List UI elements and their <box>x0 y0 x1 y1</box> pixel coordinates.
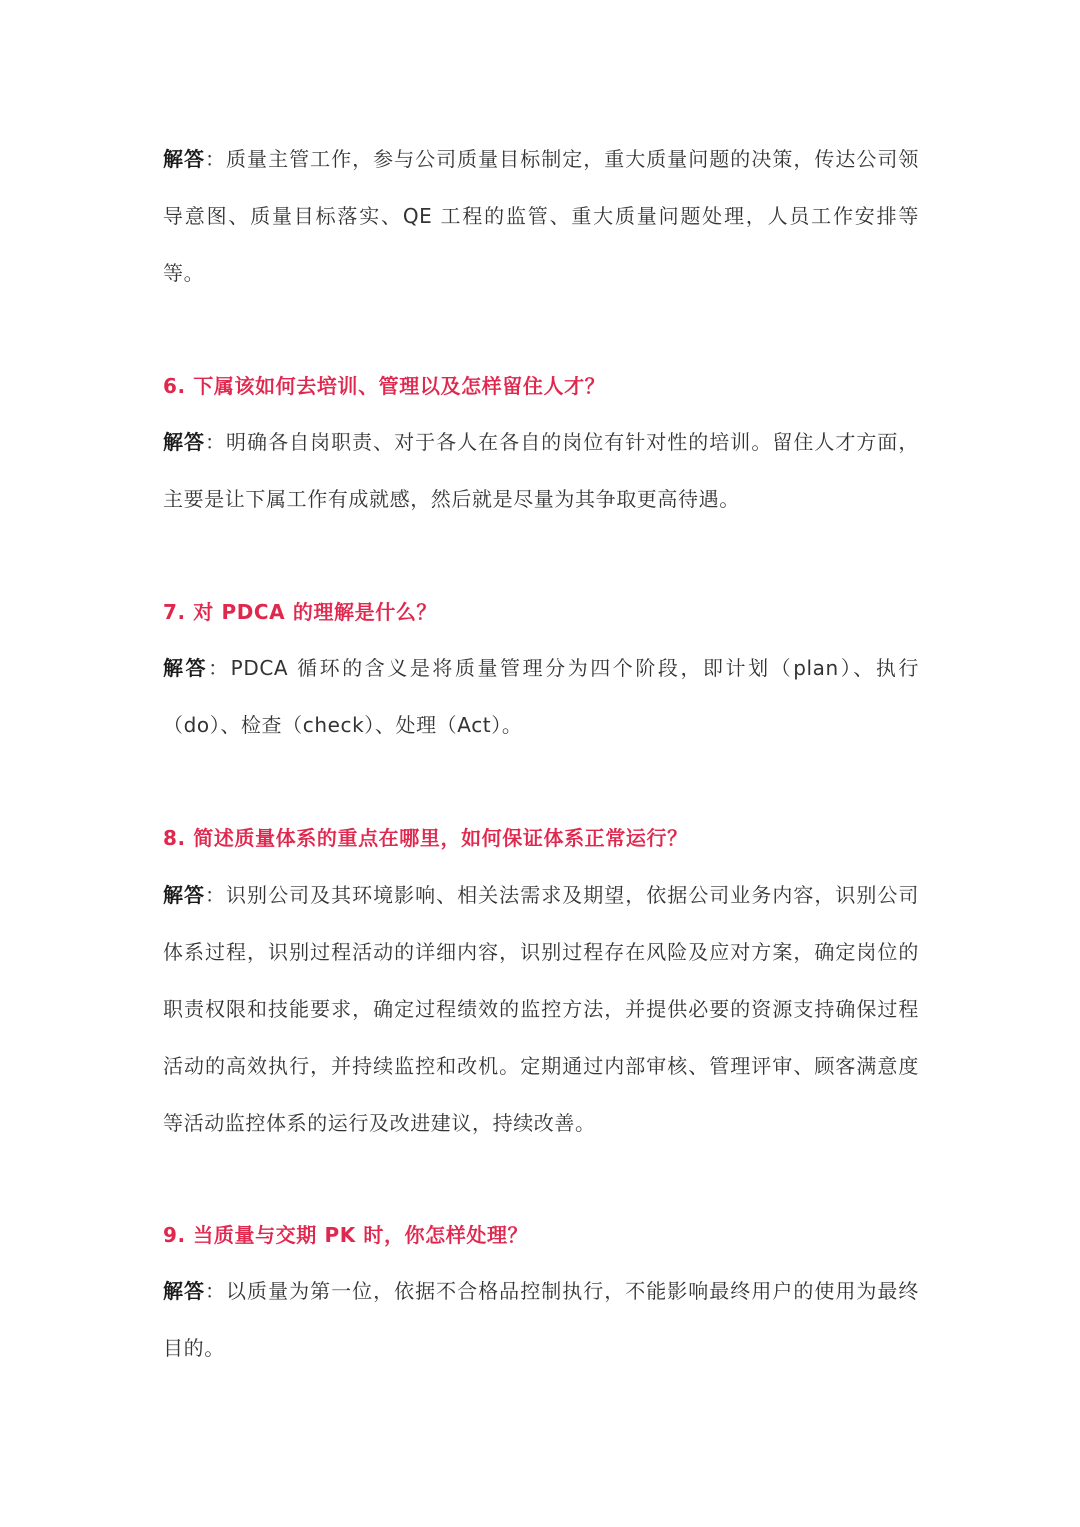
question-7-heading: 7. 对 PDCA 的理解是什么？ <box>163 600 438 624</box>
answer-label: 解答 <box>163 656 209 680</box>
answer-text: PDCA 循环的含义是将质量管理分为四个阶段，即计划（plan）、执行（do）、检查（check）、处理（Act）。 <box>163 656 919 737</box>
answer-paragraph-8 <box>163 867 919 1152</box>
answer-paragraph-9 <box>163 1263 919 1377</box>
answer-separator: ： <box>205 430 227 454</box>
answer-label: 解答 <box>163 147 206 171</box>
question-8-heading: 8. 简述质量体系的重点在哪里，如何保证体系正常运行？ <box>163 826 688 850</box>
answer-text: 质量主管工作，参与公司质量目标制定，重大质量问题的决策，传达公司领导意图、质量目标落实、QE 工程的监管、重大质量问题处理，人员工作安排等等。 <box>163 147 919 285</box>
answer-paragraph-7 <box>163 640 919 754</box>
answer-label: 解答 <box>163 430 206 454</box>
answer-separator: ： <box>208 656 231 680</box>
answer-text: 以质量为第一位，依据不合格品控制执行，不能影响最终用户的使用为最终目的。 <box>163 1279 919 1360</box>
answer-label: 解答 <box>163 1279 206 1303</box>
answer-text: 明确各自岗职责、对于各人在各自的岗位有针对性的培训。留住人才方面，主要是让下属工作有成就感，然后就是尽量为其争取更高待遇。 <box>163 430 919 511</box>
answer-text: 识别公司及其环境影响、相关法需求及期望，依据公司业务内容，识别公司体系过程，识别过程活动的详细内容，识别过程存在风险及应对方案，确定岗位的职责权限和技能要求，确定过程绩效的监控方法，并提供必要的资源支持确保过程活动的高效执行，并持续监控和改机。定期通过内部审核、管理评审、顾客满意度等活动监控体系的运行及改进建议，持续改善。 <box>163 883 919 1135</box>
question-9-heading: 9. 当质量与交期 PK 时，你怎样处理？ <box>163 1223 529 1247</box>
answer-separator: ： <box>205 883 227 907</box>
question-6-heading: 6. 下属该如何去培训、管理以及怎样留住人才？ <box>163 374 606 398</box>
answer-label: 解答 <box>163 883 206 907</box>
answer-paragraph-1 <box>163 131 919 302</box>
answer-separator: ： <box>205 1279 227 1303</box>
answer-paragraph-6 <box>163 414 919 528</box>
answer-separator: ： <box>205 147 227 171</box>
